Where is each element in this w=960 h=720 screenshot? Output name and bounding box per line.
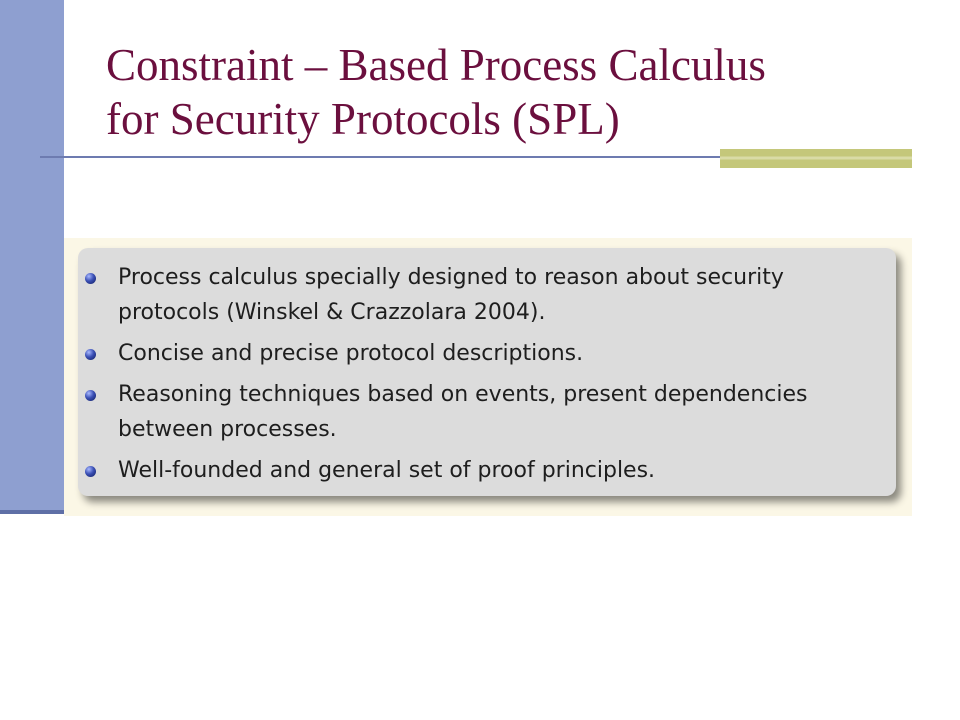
bullet-item (118, 336, 888, 371)
bullet-text: Concise and precise protocol descriptions. (118, 341, 584, 366)
content-panel (64, 238, 912, 516)
bullet-text: Reasoning techniques based on events, present dependencies between processes. (118, 382, 808, 442)
bullet-dot-icon (85, 273, 96, 284)
title-line-1: Constraint – Based Process Calculus (106, 40, 766, 90)
bullet-item (118, 453, 888, 488)
bullet-item (118, 377, 888, 447)
left-band-base-line (0, 510, 64, 514)
bullet-text: Process calculus specially designed to reason about security protocols (Winskel & Crazzolara 2004). (118, 265, 784, 325)
bullet-dot-icon (85, 349, 96, 360)
bullet-box (78, 248, 896, 496)
left-decorative-band (0, 0, 64, 512)
title-line-2: for Security Protocols (SPL) (106, 94, 620, 144)
bullet-dot-icon (85, 466, 96, 477)
bullet-list (118, 260, 888, 494)
title-accent-bar (720, 149, 912, 168)
bullet-dot-icon (85, 390, 96, 401)
bullet-text: Well-founded and general set of proof principles. (118, 458, 656, 483)
slide-title (106, 38, 906, 146)
bullet-item (118, 260, 888, 330)
